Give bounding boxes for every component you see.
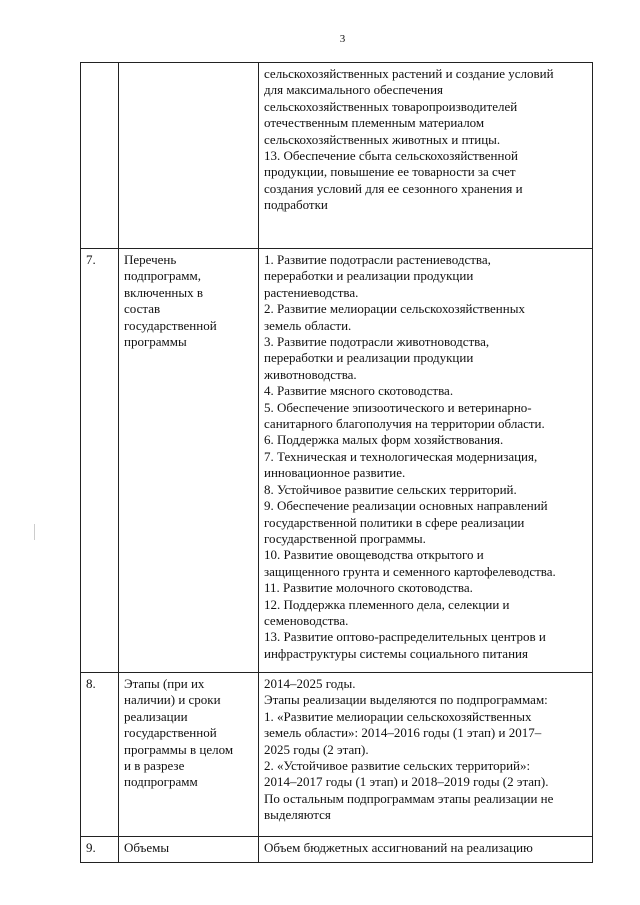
row-content-line: 13. Обеспечение сбыта сельскохозяйственной [264, 148, 518, 164]
row-content-line: земель области»: 2014–2016 годы (1 этап) и 2017– [264, 725, 542, 741]
row-label-line: Перечень [124, 252, 177, 267]
row-content-cell [259, 63, 593, 249]
row-content-line: переработки и реализации продукции [264, 268, 474, 284]
row-content-line: 7. Техническая и технологическая модернизация, [264, 448, 538, 464]
row-content-line: 9. Обеспечение реализации основных направлений [264, 498, 548, 514]
row-content-line: животноводства. [264, 366, 357, 382]
row-content-line: сельскохозяйственных животных и птицы. [264, 131, 501, 147]
row-content-line: 6. Поддержка малых форм хозяйствования. [264, 432, 504, 448]
row-content-line: выделяются [264, 807, 331, 823]
row-content-line: государственной политики в сфере реализации [264, 514, 525, 530]
row-content-line: 2. «Устойчивое развитие сельских территорий»: [264, 758, 531, 774]
row-content-line: сельскохозяйственных товаропроизводителей [264, 98, 518, 114]
row-label-cell [119, 249, 259, 673]
row-label-line: государственной [124, 317, 217, 333]
row-content-cell [259, 249, 593, 673]
row-label-cell [119, 673, 259, 837]
row-label-line: подпрограмм, [124, 268, 201, 284]
row-label-line: Объемы [124, 840, 170, 855]
row-content-line: отечественным племенным материалом [264, 115, 485, 131]
row-content-line: 2014–2025 годы. [264, 676, 356, 691]
row-content-line: 10. Развитие овощеводства открытого и [264, 547, 484, 563]
row-content-line: 8. Устойчивое развитие сельских территорий. [264, 481, 517, 497]
row-content-line: инфраструктуры системы социального питания [264, 645, 528, 661]
row-label-line: состав [124, 301, 161, 317]
row-label-line: программы в целом [124, 741, 234, 757]
row-content-line: переработки и реализации продукции [264, 350, 474, 366]
row-label-line: подпрограмм [124, 774, 198, 790]
row-content-line: продукции, повышение ее товарности за счет [264, 164, 516, 180]
row-content-line: 3. Развитие подотрасли животноводства, [264, 334, 490, 350]
row-content-cell [259, 673, 593, 837]
row-content-line: 11. Развитие молочного скотоводства. [264, 580, 473, 596]
row-content-line: земель области. [264, 317, 352, 333]
row-label-line: Этапы (при их [124, 676, 205, 691]
row-content-line: растениеводства. [264, 284, 359, 300]
row-label-line: включенных в [124, 284, 204, 300]
row-content-line: защищенного грунта и семенного картофелеводства. [264, 563, 556, 579]
page-number: 3 [339, 33, 346, 45]
row-content-line: 2025 годы (2 этап). [264, 741, 369, 757]
row-content-line: 13. Развитие оптово-распределительных центров и [264, 629, 546, 645]
row-content-line: Этапы реализации выделяются по подпрограммам: [264, 692, 548, 708]
row-label-line: и в разрезе [124, 758, 185, 774]
row-content-line: 1. «Развитие мелиорации сельскохозяйственных [264, 708, 532, 724]
row-content-line: 4. Развитие мясного скотоводства. [264, 383, 454, 399]
table-row [81, 249, 593, 673]
row-label-line: наличии) и сроки [124, 692, 221, 708]
row-label-line: реализации [124, 708, 188, 724]
row-label-line: программы [124, 334, 187, 350]
row-content-line: 1. Развитие подотрасли растениеводства, [264, 252, 491, 267]
row-number: 7. [81, 249, 119, 673]
row-content-line: сельскохозяйственных растений и создание условий [264, 66, 554, 81]
row-content-line: подработки [264, 197, 328, 213]
row-label-cell [119, 837, 259, 863]
row-content-line: Объем бюджетных ассигнований на реализацию [264, 840, 533, 855]
row-content-line: санитарного благополучия на территории области. [264, 416, 545, 432]
table-row [81, 837, 593, 863]
program-passport-table [80, 62, 593, 863]
table-row [81, 63, 593, 249]
row-content-line: 5. Обеспечение эпизоотического и ветеринарно- [264, 399, 532, 415]
row-number: 9. [81, 837, 119, 863]
row-content-line: создания условий для ее сезонного хранения и [264, 180, 523, 196]
row-content-line: семеноводства. [264, 612, 349, 628]
table-body [81, 63, 593, 863]
scan-mark [34, 524, 35, 540]
table-row [81, 673, 593, 837]
row-content-cell [259, 837, 593, 863]
row-content-line: 2014–2017 годы (1 этап) и 2018–2019 годы (2 этап). [264, 774, 549, 790]
row-content-line: 2. Развитие мелиорации сельскохозяйственных [264, 301, 525, 317]
row-content-line: 12. Поддержка племенного дела, селекции и [264, 596, 510, 612]
row-number [81, 63, 119, 249]
row-number: 8. [81, 673, 119, 837]
row-content-line: инновационное развитие. [264, 465, 406, 481]
row-label-line: государственной [124, 725, 217, 741]
row-label-cell [119, 63, 259, 249]
row-content-line: государственной программы. [264, 530, 426, 546]
row-content-line: По остальным подпрограммам этапы реализации не [264, 790, 554, 806]
row-content-line: для максимального обеспечения [264, 82, 444, 98]
